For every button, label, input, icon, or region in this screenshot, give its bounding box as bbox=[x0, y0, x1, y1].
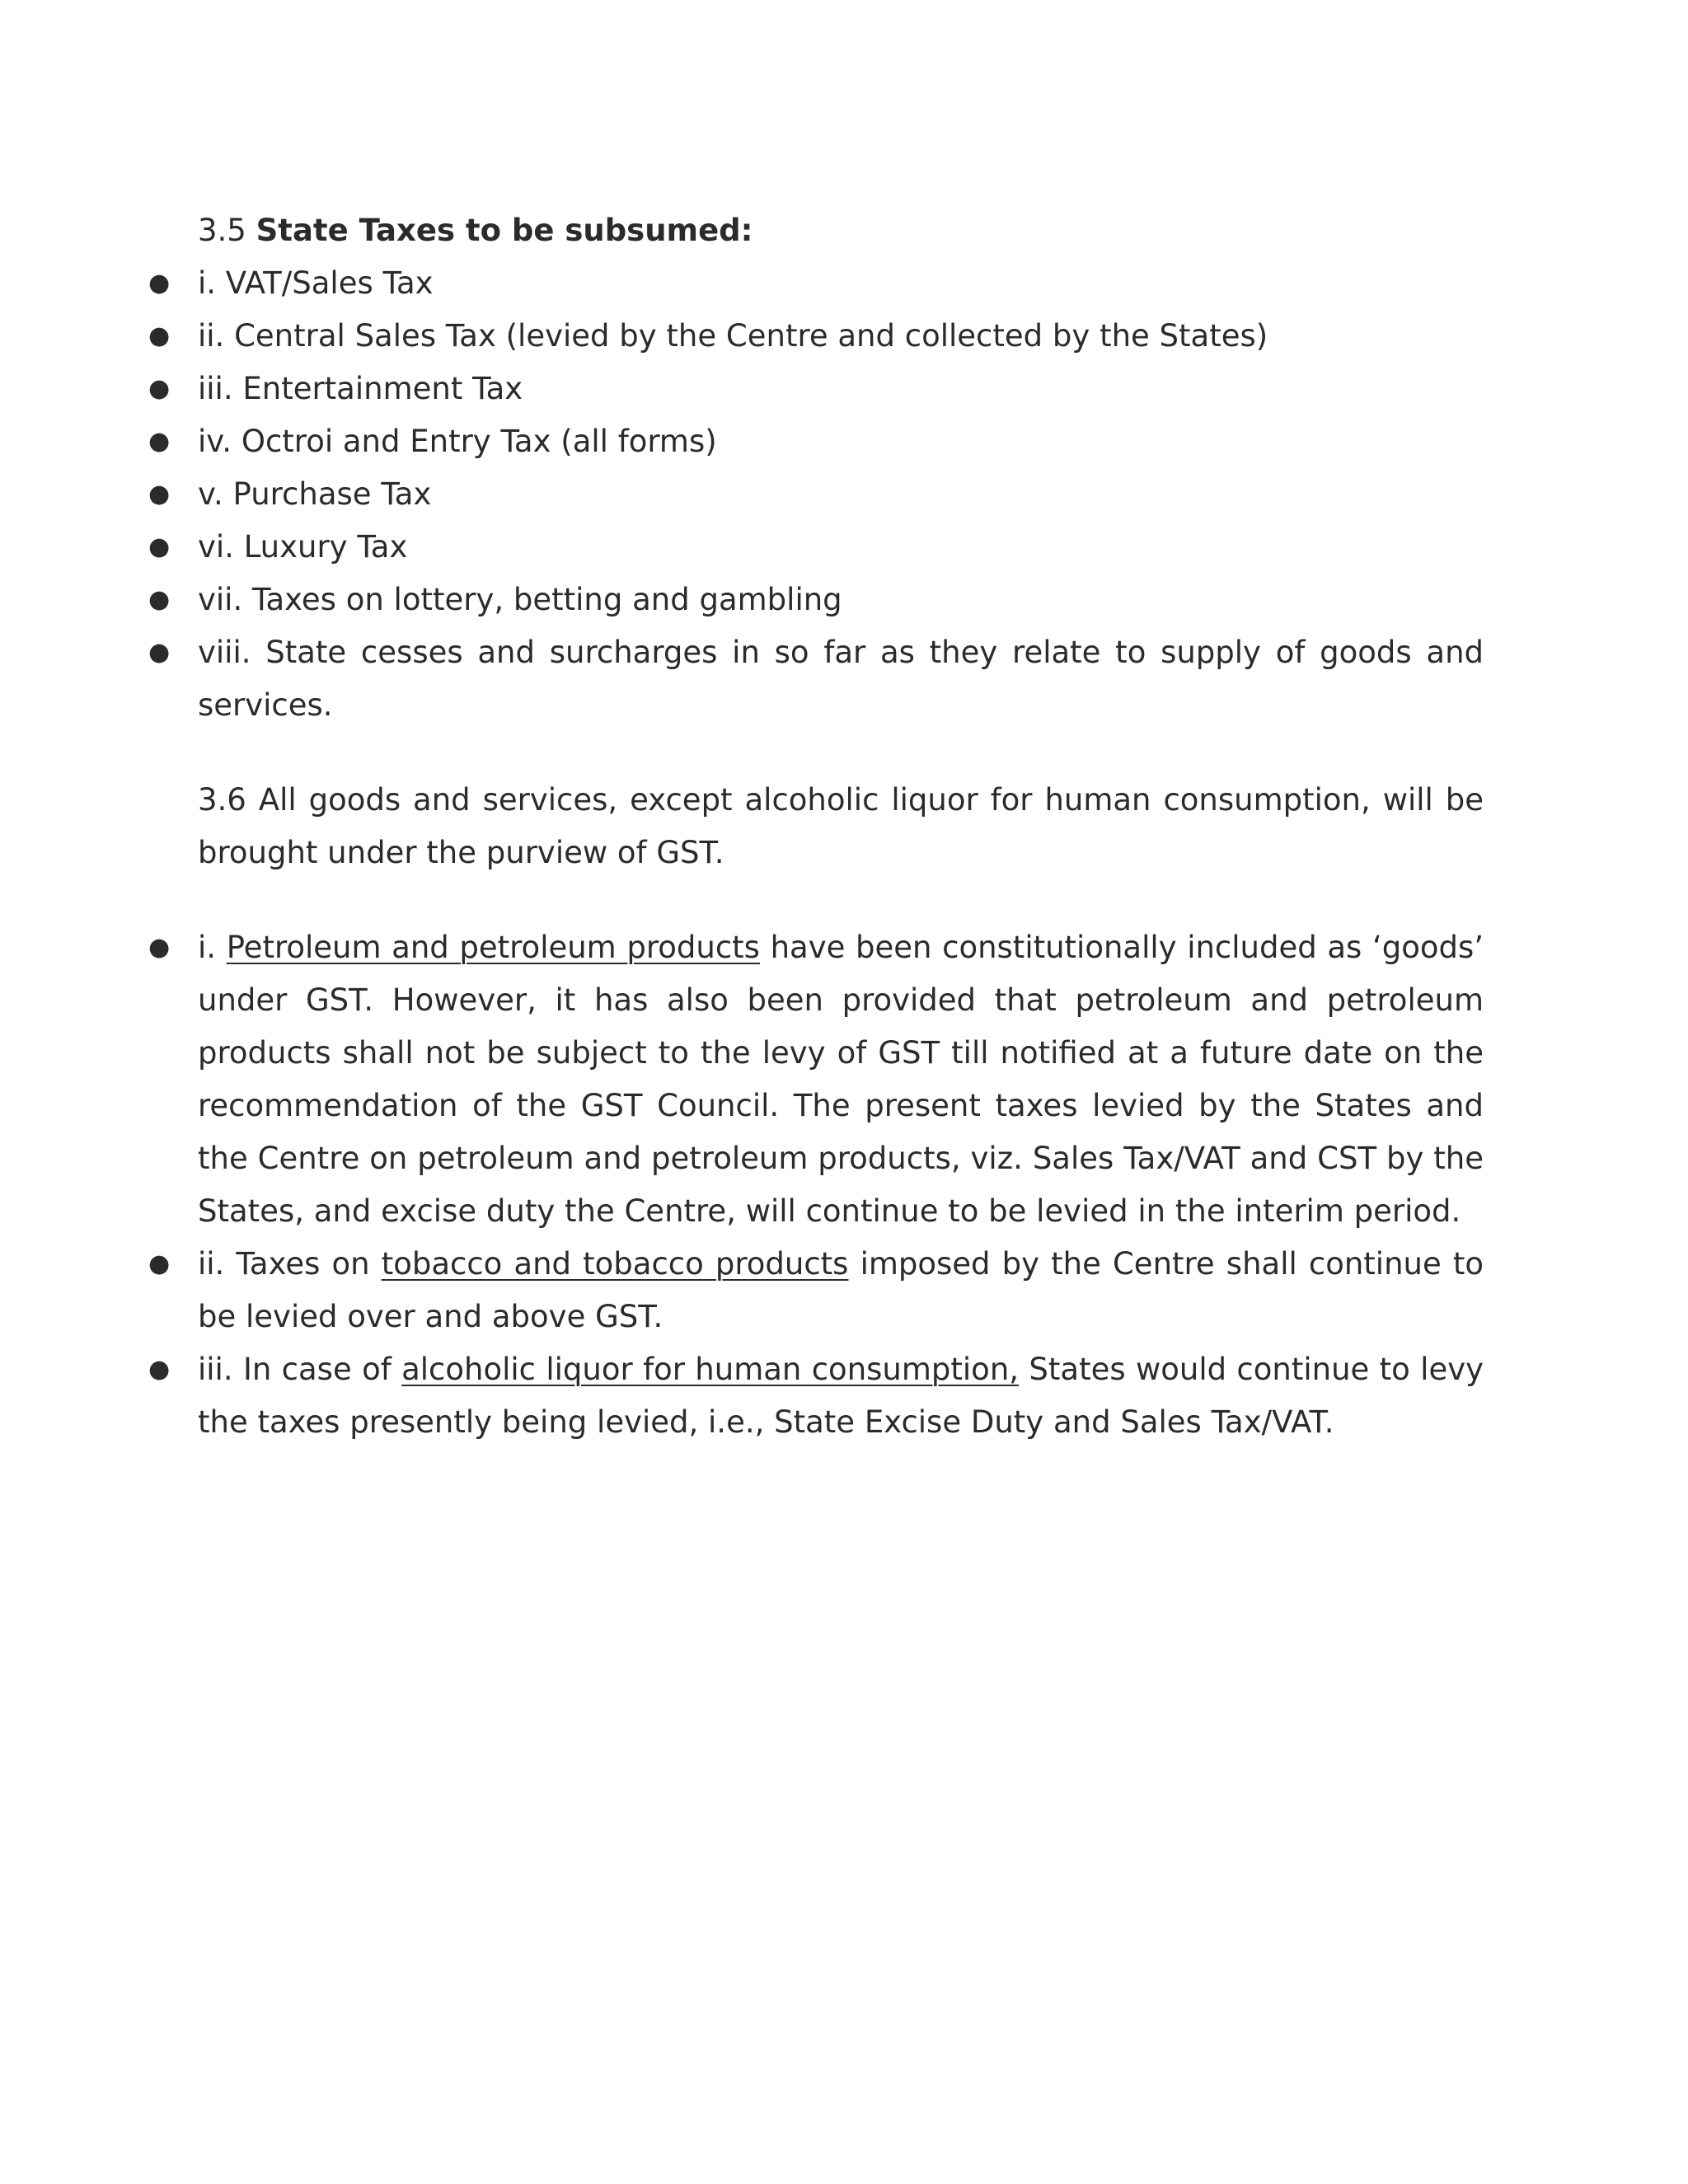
bullet-icon: ● bbox=[148, 374, 171, 403]
section-3-6-paragraph: 3.6 All goods and services, except alcoholic liquor for human consumption, will be brought under the purview of GST. bbox=[198, 782, 1484, 870]
bullet-icon: ● bbox=[148, 585, 171, 614]
document-page bbox=[148, 204, 1484, 1449]
bullet-icon: ● bbox=[148, 269, 171, 298]
bullet-icon: ● bbox=[148, 321, 171, 350]
list-item: ● vii. Taxes on lottery, betting and gambling bbox=[198, 574, 1484, 626]
bullet-icon: ● bbox=[148, 933, 171, 962]
bullet-icon: ● bbox=[148, 532, 171, 561]
subsumed-taxes-list bbox=[148, 257, 1484, 732]
bullet-icon: ● bbox=[148, 1355, 171, 1384]
section-title: State Taxes to be subsumed: bbox=[256, 213, 753, 248]
list-item: ● vi. Luxury Tax bbox=[198, 521, 1484, 574]
list-item: ● iii. Entertainment Tax bbox=[198, 363, 1484, 415]
list-item: ● ii. Central Sales Tax (levied by the Centre and collected by the States) bbox=[198, 310, 1484, 363]
list-item: ● i. Petroleum and petroleum products have been constitutionally included as ‘goods’ under GST. However, it has also been provided that petroleum and petroleum products shall not be subject to the levy of GST till notified at a future date on the recommendation of the GST Council. The present taxes levied by the States and the Centre on petroleum and petroleum products, viz. Sales Tax/VAT and CST by the States, and excise duty the Centre, will continue to be levied in the interim period. bbox=[198, 921, 1484, 1238]
list-item: ● iii. In case of alcoholic liquor for human consumption, States would continue to levy the taxes presently being levied, i.e., State Excise Duty and Sales Tax/VAT. bbox=[198, 1343, 1484, 1449]
bullet-icon: ● bbox=[148, 480, 171, 509]
spacer bbox=[198, 879, 1484, 921]
section-3-5-heading bbox=[198, 204, 1484, 257]
bullet-icon: ● bbox=[148, 1249, 171, 1278]
spacer bbox=[198, 732, 1484, 774]
underlined-term: tobacco and tobacco products bbox=[381, 1246, 849, 1282]
underlined-term: Petroleum and petroleum products bbox=[226, 930, 760, 965]
list-item: ● i. VAT/Sales Tax bbox=[198, 257, 1484, 310]
exceptions-list bbox=[148, 921, 1484, 1449]
bullet-icon: ● bbox=[148, 638, 171, 667]
list-item: ● ii. Taxes on tobacco and tobacco products imposed by the Centre shall continue to be levied over and above GST. bbox=[198, 1238, 1484, 1343]
list-item: ● viii. State cesses and surcharges in so far as they relate to supply of goods and services. bbox=[198, 626, 1484, 732]
bullet-icon: ● bbox=[148, 427, 171, 456]
list-item: ● iv. Octroi and Entry Tax (all forms) bbox=[198, 415, 1484, 468]
underlined-term: alcoholic liquor for human consumption, bbox=[401, 1352, 1020, 1387]
section-number: 3.5 bbox=[198, 213, 246, 248]
list-item: ● v. Purchase Tax bbox=[198, 468, 1484, 521]
